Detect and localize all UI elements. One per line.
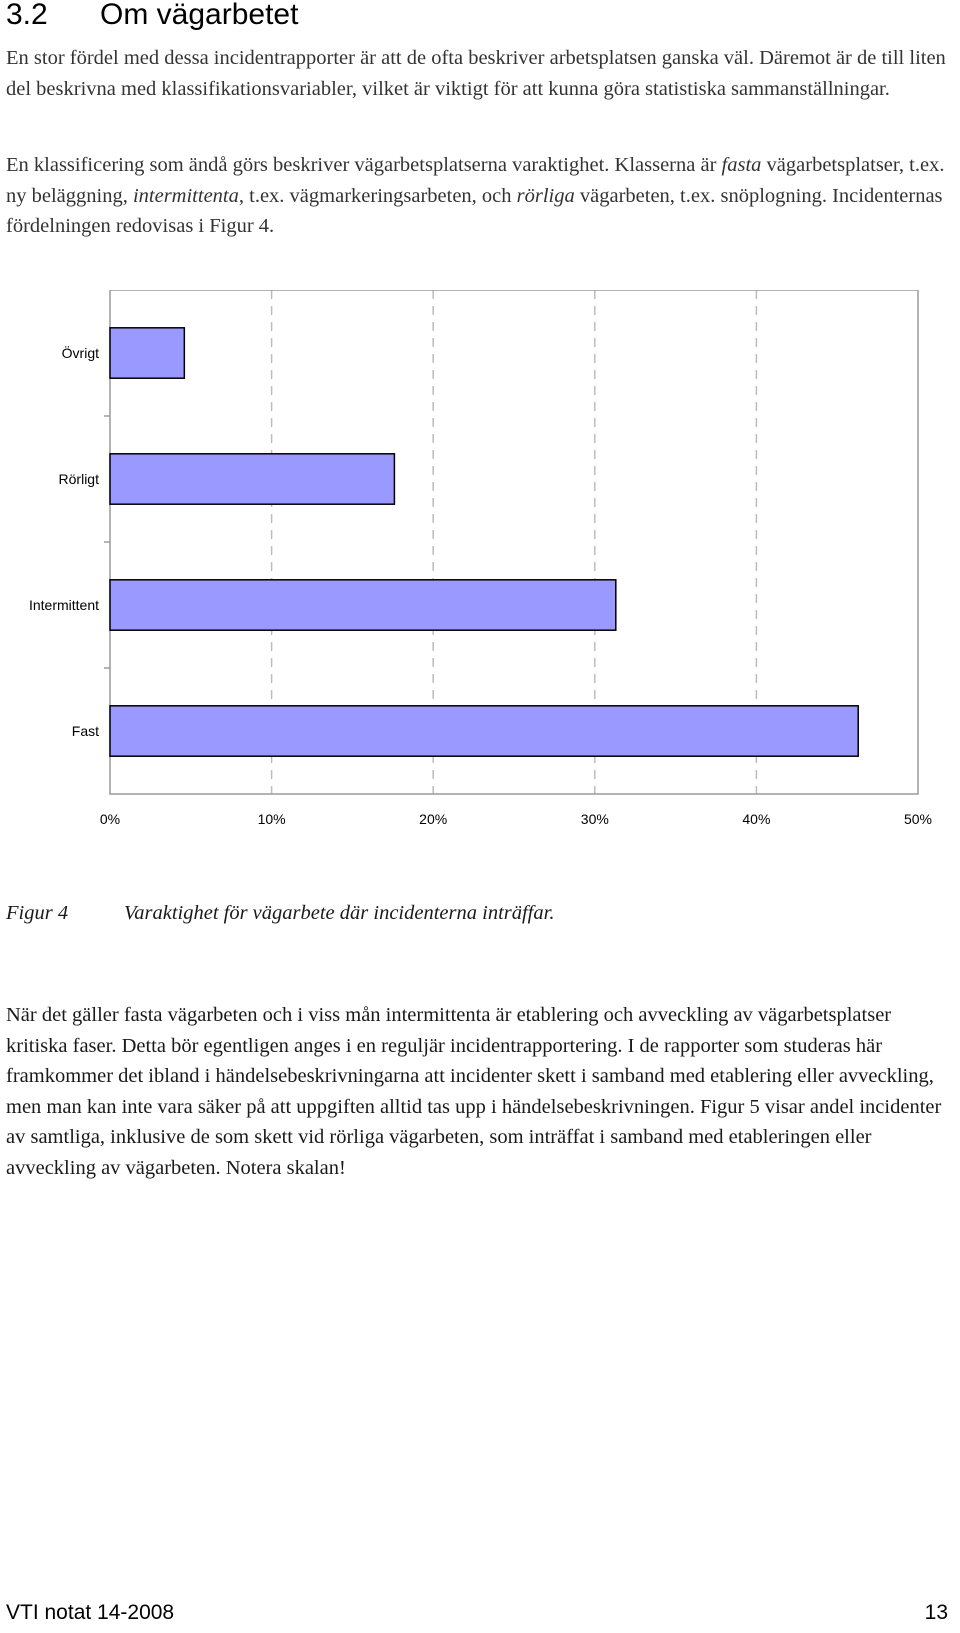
figure-caption	[6, 901, 554, 925]
paragraph-3: När det gäller fasta vägarbeten och i viss mån intermittenta är etablering och avveckling av vägarbetsplatser kritiska faser. Detta bör egentligen anges i en reguljär incidentrapportering. I de rapporter som studeras här framkommer det ibland i händelsebeskrivningarna att incidenter skett i samband med etablering eller avveckling, men man kan inte vara säker på att uppgiften alltid tas upp i händelsebeskrivningen. Figur 5 visar andel incidenter av samtliga, inklusive de som skett vid rörliga vägarbeten, som inträffat i samband med etableringen eller avveckling av vägarbeten. Notera skalan!	[6, 1004, 942, 1179]
term-fasta: fasta	[721, 154, 762, 176]
section-number: 3.2	[6, 0, 48, 31]
bar-intermittent	[110, 580, 616, 630]
section-title: Om vägarbetet	[100, 0, 299, 31]
figure-caption-text: Varaktighet för vägarbete där incidenterna inträffar.	[124, 902, 555, 924]
footer-page-number: 13	[924, 1601, 948, 1624]
duration-bar-chart	[0, 290, 960, 870]
bar-rörligt	[110, 454, 394, 504]
paragraph-2-text-2: vägarbetsplatser, t.ex. ny beläggning,	[6, 154, 945, 207]
paragraph-2-text-4: vägarbeten, t.ex. snöplogning. Incidenternas fördelningen redovisas i Figur 4.	[6, 184, 943, 237]
category-label: Fast	[71, 723, 99, 739]
paragraph-2	[6, 150, 948, 242]
bar-övrigt	[110, 328, 184, 378]
category-label: Rörligt	[58, 471, 99, 487]
footer-publication: VTI notat 14-2008	[6, 1601, 175, 1624]
figure-number: Figur 4	[6, 902, 69, 924]
term-intermittenta: intermittenta	[132, 184, 239, 207]
x-tick-label: 0%	[99, 811, 121, 827]
paragraph-2-text-3: , t.ex. vägmarkeringsarbeten, och	[238, 184, 517, 207]
x-tick-label: 50%	[903, 811, 933, 827]
paragraph-1: En stor fördel med dessa incidentrapporter är att de ofta beskriver arbetsplatsen ganska väl. Däremot är de till liten del beskrivna med klassifikationsvariabler, vilket är viktigt för att kunna göra statistiska sammanställningar.	[6, 47, 946, 100]
bar-fast	[110, 706, 858, 756]
x-tick-label: 10%	[257, 811, 286, 827]
term-rorliga: rörliga	[516, 184, 575, 207]
x-tick-label: 30%	[580, 811, 609, 827]
x-tick-label: 20%	[419, 811, 448, 827]
paragraph-2-text-1: En klassificering som ändå görs beskriver vägarbetsplatserna varaktighet. Klasserna är	[6, 154, 722, 176]
section-heading	[6, 0, 298, 30]
category-label: Övrigt	[61, 345, 99, 361]
category-label: Intermittent	[28, 597, 99, 613]
x-tick-label: 40%	[742, 811, 771, 827]
